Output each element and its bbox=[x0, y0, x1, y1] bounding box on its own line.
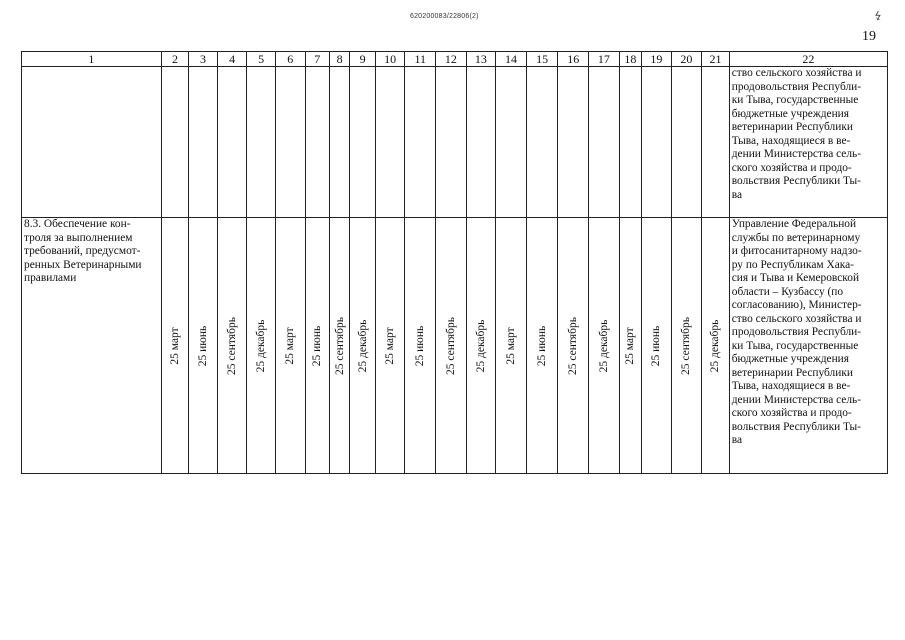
date-label: 25 март bbox=[384, 326, 397, 365]
date-cell bbox=[589, 67, 620, 218]
text-line: дении Министерства сель- bbox=[731, 148, 862, 160]
text-line: Тыва, находящиеся в ве- bbox=[731, 134, 851, 147]
text-line: продовольствия Республи- bbox=[731, 80, 862, 93]
date-cell bbox=[217, 218, 247, 474]
text-line: дении Министерства сель- bbox=[731, 393, 862, 406]
table-row bbox=[22, 218, 888, 474]
column-number-cell: 14 bbox=[496, 52, 527, 67]
column-number-cell: 22 bbox=[729, 52, 887, 67]
document-stamp: 620200083/22806(2) bbox=[410, 13, 479, 20]
date-cell bbox=[275, 218, 305, 474]
date-cell bbox=[671, 67, 702, 218]
text-line: ство сельского хозяйства и bbox=[731, 312, 862, 325]
text-line: требований, предусмот- bbox=[24, 245, 141, 257]
date-cell bbox=[526, 67, 558, 218]
date-label: 25 сентябрь bbox=[333, 316, 346, 375]
text-line: ветеринарии Республики bbox=[731, 121, 853, 133]
text-line: ского хозяйства и продо- bbox=[731, 407, 852, 419]
column-number-cell: 18 bbox=[619, 52, 641, 67]
date-cell bbox=[275, 67, 305, 218]
column-number-cell: 13 bbox=[466, 52, 496, 67]
date-label: 25 июнь bbox=[197, 325, 210, 366]
text-line: и фитосанитарному надзо- bbox=[731, 245, 862, 257]
column-number-cell: 10 bbox=[375, 52, 405, 67]
date-label: 25 июнь bbox=[414, 325, 427, 366]
date-cell bbox=[558, 218, 589, 474]
date-cell bbox=[350, 218, 376, 474]
date-cell bbox=[702, 218, 730, 474]
text-line: вольствия Республики Ты- bbox=[731, 420, 861, 433]
date-cell bbox=[329, 218, 349, 474]
plan-table bbox=[21, 51, 888, 474]
column-number-cell: 1 bbox=[22, 52, 162, 67]
date-cell bbox=[161, 67, 189, 218]
column-number-cell: 12 bbox=[436, 52, 467, 67]
executor-cell bbox=[729, 218, 887, 474]
date-label: 25 декабрь bbox=[255, 319, 268, 372]
date-cell bbox=[496, 67, 527, 218]
text-line: службы по ветеринарному bbox=[731, 231, 861, 244]
date-cell bbox=[526, 218, 558, 474]
text-line: ренных Ветеринарными bbox=[24, 258, 142, 271]
date-label: 25 март bbox=[169, 326, 181, 365]
date-label: 25 март bbox=[624, 326, 637, 365]
date-cell bbox=[305, 218, 329, 474]
column-number-cell: 6 bbox=[275, 52, 305, 67]
date-label: 25 март bbox=[505, 326, 518, 365]
date-label: 25 сентябрь bbox=[567, 316, 580, 375]
date-label: 25 декабрь bbox=[356, 319, 369, 372]
date-cell bbox=[436, 67, 467, 218]
date-cell bbox=[619, 67, 641, 218]
text-line: вольствия Республики Ты- bbox=[731, 175, 861, 187]
column-number-cell: 19 bbox=[642, 52, 672, 67]
column-number-cell: 8 bbox=[329, 52, 349, 67]
date-cell bbox=[558, 67, 589, 218]
page-number: 19 bbox=[862, 29, 876, 44]
table-row bbox=[22, 67, 888, 218]
date-label: 25 июнь bbox=[536, 325, 549, 366]
text-line: ва bbox=[731, 188, 743, 201]
date-cell bbox=[189, 67, 218, 218]
column-number-cell: 11 bbox=[405, 52, 436, 67]
date-cell bbox=[466, 218, 496, 474]
date-cell bbox=[466, 67, 496, 218]
date-label: 25 июнь bbox=[650, 325, 663, 366]
date-cell bbox=[642, 67, 672, 218]
text-line: Тыва, находящиеся в ве- bbox=[731, 380, 851, 392]
column-number-cell: 20 bbox=[671, 52, 702, 67]
text-line: ки Тыва, государственные bbox=[731, 94, 859, 106]
column-number-cell: 2 bbox=[161, 52, 189, 67]
executor-cell bbox=[729, 67, 887, 218]
date-cell bbox=[671, 218, 702, 474]
date-cell bbox=[350, 67, 376, 218]
date-cell bbox=[305, 67, 329, 218]
text-line: ва bbox=[731, 434, 743, 446]
date-cell bbox=[329, 67, 349, 218]
text-line: Управление Федеральной bbox=[731, 218, 857, 230]
text-line: области – Кузбассу (по bbox=[731, 285, 844, 298]
date-label: 25 сентябрь bbox=[444, 316, 457, 375]
column-number-row bbox=[22, 52, 888, 67]
text-line: 8.3. Обеспечение кон- bbox=[24, 218, 131, 230]
date-cell bbox=[405, 67, 436, 218]
date-label: 25 сентябрь bbox=[226, 316, 239, 375]
text-line: бюджетные учреждения bbox=[731, 107, 850, 120]
date-label: 25 декабрь bbox=[474, 319, 487, 372]
text-line: согласованию), Министер- bbox=[731, 299, 862, 311]
date-cell bbox=[375, 67, 405, 218]
date-cell bbox=[247, 67, 276, 218]
date-cell bbox=[217, 67, 247, 218]
date-cell bbox=[589, 218, 620, 474]
date-cell bbox=[405, 218, 436, 474]
text-line: ство сельского хозяйства и bbox=[731, 67, 862, 79]
date-label: 25 декабрь bbox=[709, 319, 722, 372]
date-cell bbox=[642, 218, 672, 474]
text-line: сия и Тыва и Кемеровской bbox=[731, 272, 860, 284]
column-number-cell: 21 bbox=[702, 52, 730, 67]
column-number-cell: 17 bbox=[589, 52, 620, 67]
text-line: ки Тыва, государственные bbox=[731, 339, 859, 352]
column-number-cell: 16 bbox=[558, 52, 589, 67]
column-number-cell: 3 bbox=[189, 52, 218, 67]
date-cell bbox=[189, 218, 218, 474]
handwritten-mark: ↯ bbox=[871, 7, 886, 25]
date-label: 25 июнь bbox=[311, 325, 324, 366]
text-line: продовольствия Республи- bbox=[731, 326, 862, 338]
column-number-cell: 9 bbox=[350, 52, 376, 67]
column-number-cell: 15 bbox=[526, 52, 558, 67]
column-number-cell: 7 bbox=[305, 52, 329, 67]
text-line: правилами bbox=[24, 272, 77, 284]
date-label: 25 сентябрь bbox=[680, 316, 693, 375]
measure-cell bbox=[22, 67, 162, 218]
date-label: 25 декабрь bbox=[597, 319, 610, 372]
date-cell bbox=[161, 218, 189, 474]
date-cell bbox=[375, 218, 405, 474]
text-line: ветеринарии Республики bbox=[731, 366, 853, 379]
date-cell bbox=[247, 218, 276, 474]
date-cell bbox=[619, 218, 641, 474]
column-number-cell: 4 bbox=[217, 52, 247, 67]
text-line: бюджетные учреждения bbox=[731, 353, 850, 365]
date-cell bbox=[496, 218, 527, 474]
text-line: троля за выполнением bbox=[24, 231, 133, 244]
date-cell bbox=[436, 218, 467, 474]
column-number-cell: 5 bbox=[247, 52, 276, 67]
text-line: ского хозяйства и продо- bbox=[731, 161, 852, 174]
text-line: ру по Республикам Хака- bbox=[731, 258, 854, 271]
date-label: 25 март bbox=[284, 326, 297, 365]
measure-cell bbox=[22, 218, 162, 474]
date-cell bbox=[702, 67, 730, 218]
